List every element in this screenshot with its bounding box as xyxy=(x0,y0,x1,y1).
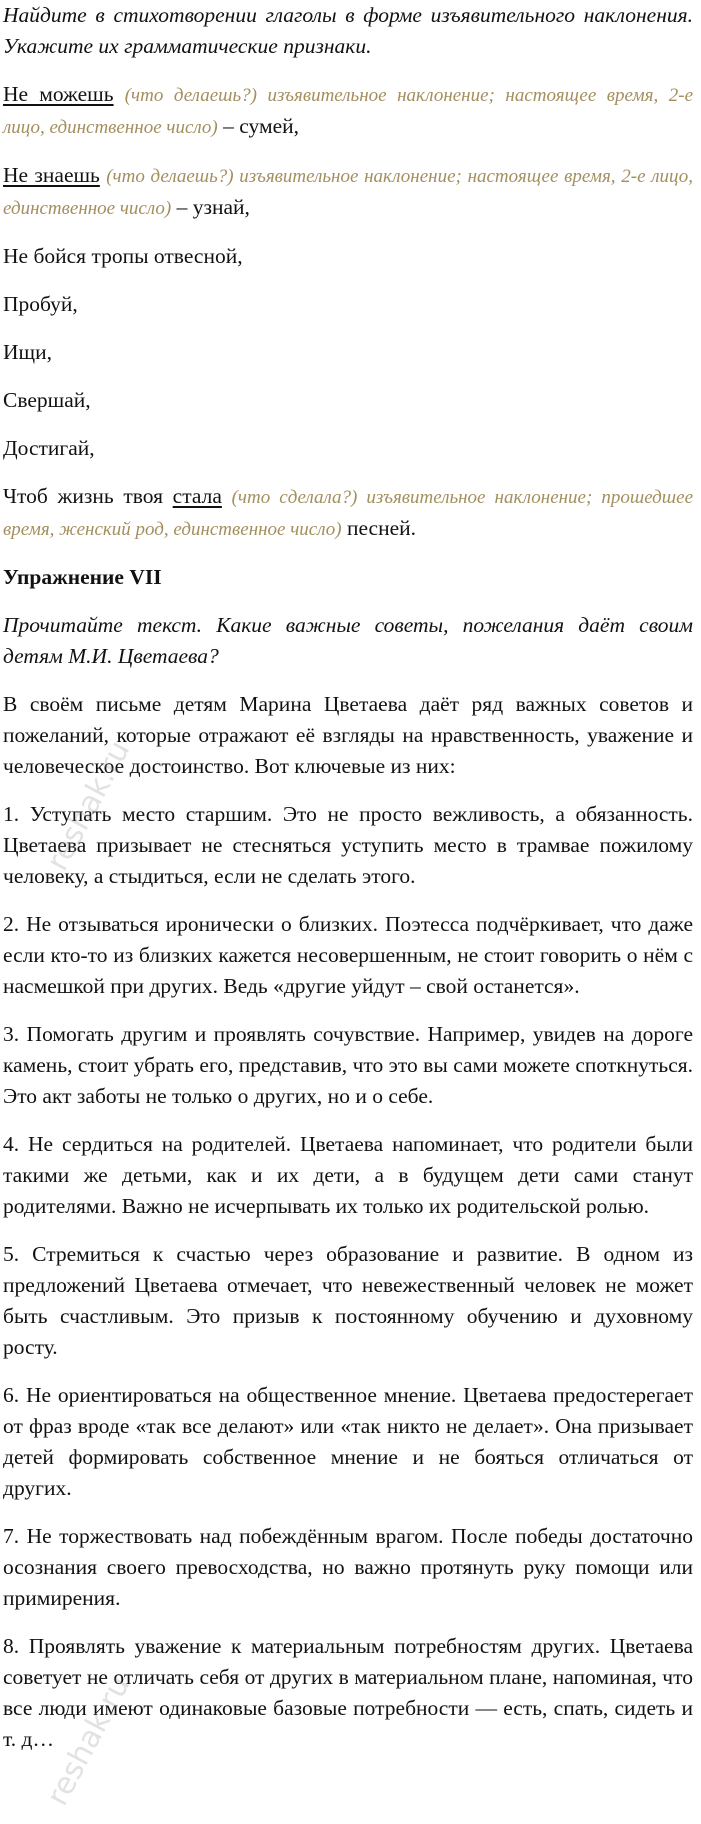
list-item: 5. Стремиться к счастью через образование и развитие. В одном из предложений Цветаева отмечает, что невежественный человек не может быть счастливым. Это призыв к постоянному обучению и духовному росту. xyxy=(3,1242,693,1359)
document-page xyxy=(3,0,693,1772)
underlined-verb: Не знаешь xyxy=(3,163,100,187)
watermark: reshak.ru xyxy=(40,1670,138,1812)
poem-line-rest: – узнай, xyxy=(176,195,250,219)
poem-line: Свершай, xyxy=(3,388,91,412)
underlined-verb: стала xyxy=(172,484,222,508)
exercise-heading: Упражнение VII xyxy=(3,565,162,589)
grammar-note: (что делаешь?) изъявительное наклонение; настоящее время, 2-е лицо, единственное число) xyxy=(3,166,693,219)
task-instruction-1: Найдите в стихотворении глаголы в форме изъявительного наклонения. Укажите их грамматические признаки. xyxy=(3,3,693,58)
list-item: 3. Помогать другим и проявлять сочувствие. Например, увидев на дороге камень, стоит убрать его, представив, что это вы сами можете споткнуться. Это акт заботы не только о других, но и о себе. xyxy=(3,1022,693,1108)
poem-line-1 xyxy=(3,79,693,143)
poem-line-pre: Чтоб жизнь твоя xyxy=(3,484,163,508)
poem-line-rest: – сумей, xyxy=(223,114,299,138)
list-item: 7. Не торжествовать над побеждённым врагом. После победы достаточно осознания своего превосходства, но важно протянуть руку помощи или примирения. xyxy=(3,1524,693,1610)
list-item: 8. Проявлять уважение к материальным потребностям других. Цветаева советует не отличать себя от других в материальном плане, напоминая, что все люди имеют одинаковые базовые потребности — есть, спать, сидеть и т. д… xyxy=(3,1634,693,1751)
poem-line: Пробуй, xyxy=(3,292,78,316)
poem-line: Достигай, xyxy=(3,436,95,460)
poem-line: Ищи, xyxy=(3,340,52,364)
poem-line-last xyxy=(3,481,693,545)
list-item: 2. Не отзываться иронически о близких. Поэтесса подчёркивает, что даже если кто-то из близких кажется несовершенным, не стоит говорить о нём с насмешкой при других. Ведь «другие уйдут – свой останется». xyxy=(3,912,693,998)
list-item: 6. Не ориентироваться на общественное мнение. Цветаева предостерегает от фраз вроде «так все делают» или «так никто не делает». Она призывает детей формировать собственное мнение и не бояться отличаться от других. xyxy=(3,1383,693,1500)
list-item: 1. Уступать место старшим. Это не просто вежливость, а обязанность. Цветаева призывает не стесняться уступить место в трамвае пожилому человеку, а стыдиться, если не сделать этого. xyxy=(3,802,693,888)
grammar-note: (что сделала?) изъявительное наклонение; прошедшее время, женский род, единственное число) xyxy=(3,487,694,540)
poem-line-rest: песней. xyxy=(346,516,417,540)
watermark: reshak.ru xyxy=(40,735,138,877)
task-instruction-2: Прочитайте текст. Какие важные советы, пожелания даёт своим детям М.И. Цветаева? xyxy=(3,613,693,668)
grammar-note: (что делаешь?) изъявительное наклонение; настоящее время, 2-е лицо, единственное число) xyxy=(3,85,694,138)
poem-line: Не бойся тропы отвесной, xyxy=(3,244,243,268)
underlined-verb: Не можешь xyxy=(3,82,114,106)
list-item: 4. Не сердиться на родителей. Цветаева напоминает, что родители были такими же детьми, как и их дети, а в будущем дети сами станут родителями. Важно не исчерпывать их только их родительской ролью. xyxy=(3,1132,693,1218)
poem-line-2 xyxy=(3,160,693,224)
intro-paragraph: В своём письме детям Марина Цветаева даёт ряд важных советов и пожеланий, которые отражают её взгляды на нравственность, уважение и человеческое достоинство. Вот ключевые из них: xyxy=(3,692,693,778)
